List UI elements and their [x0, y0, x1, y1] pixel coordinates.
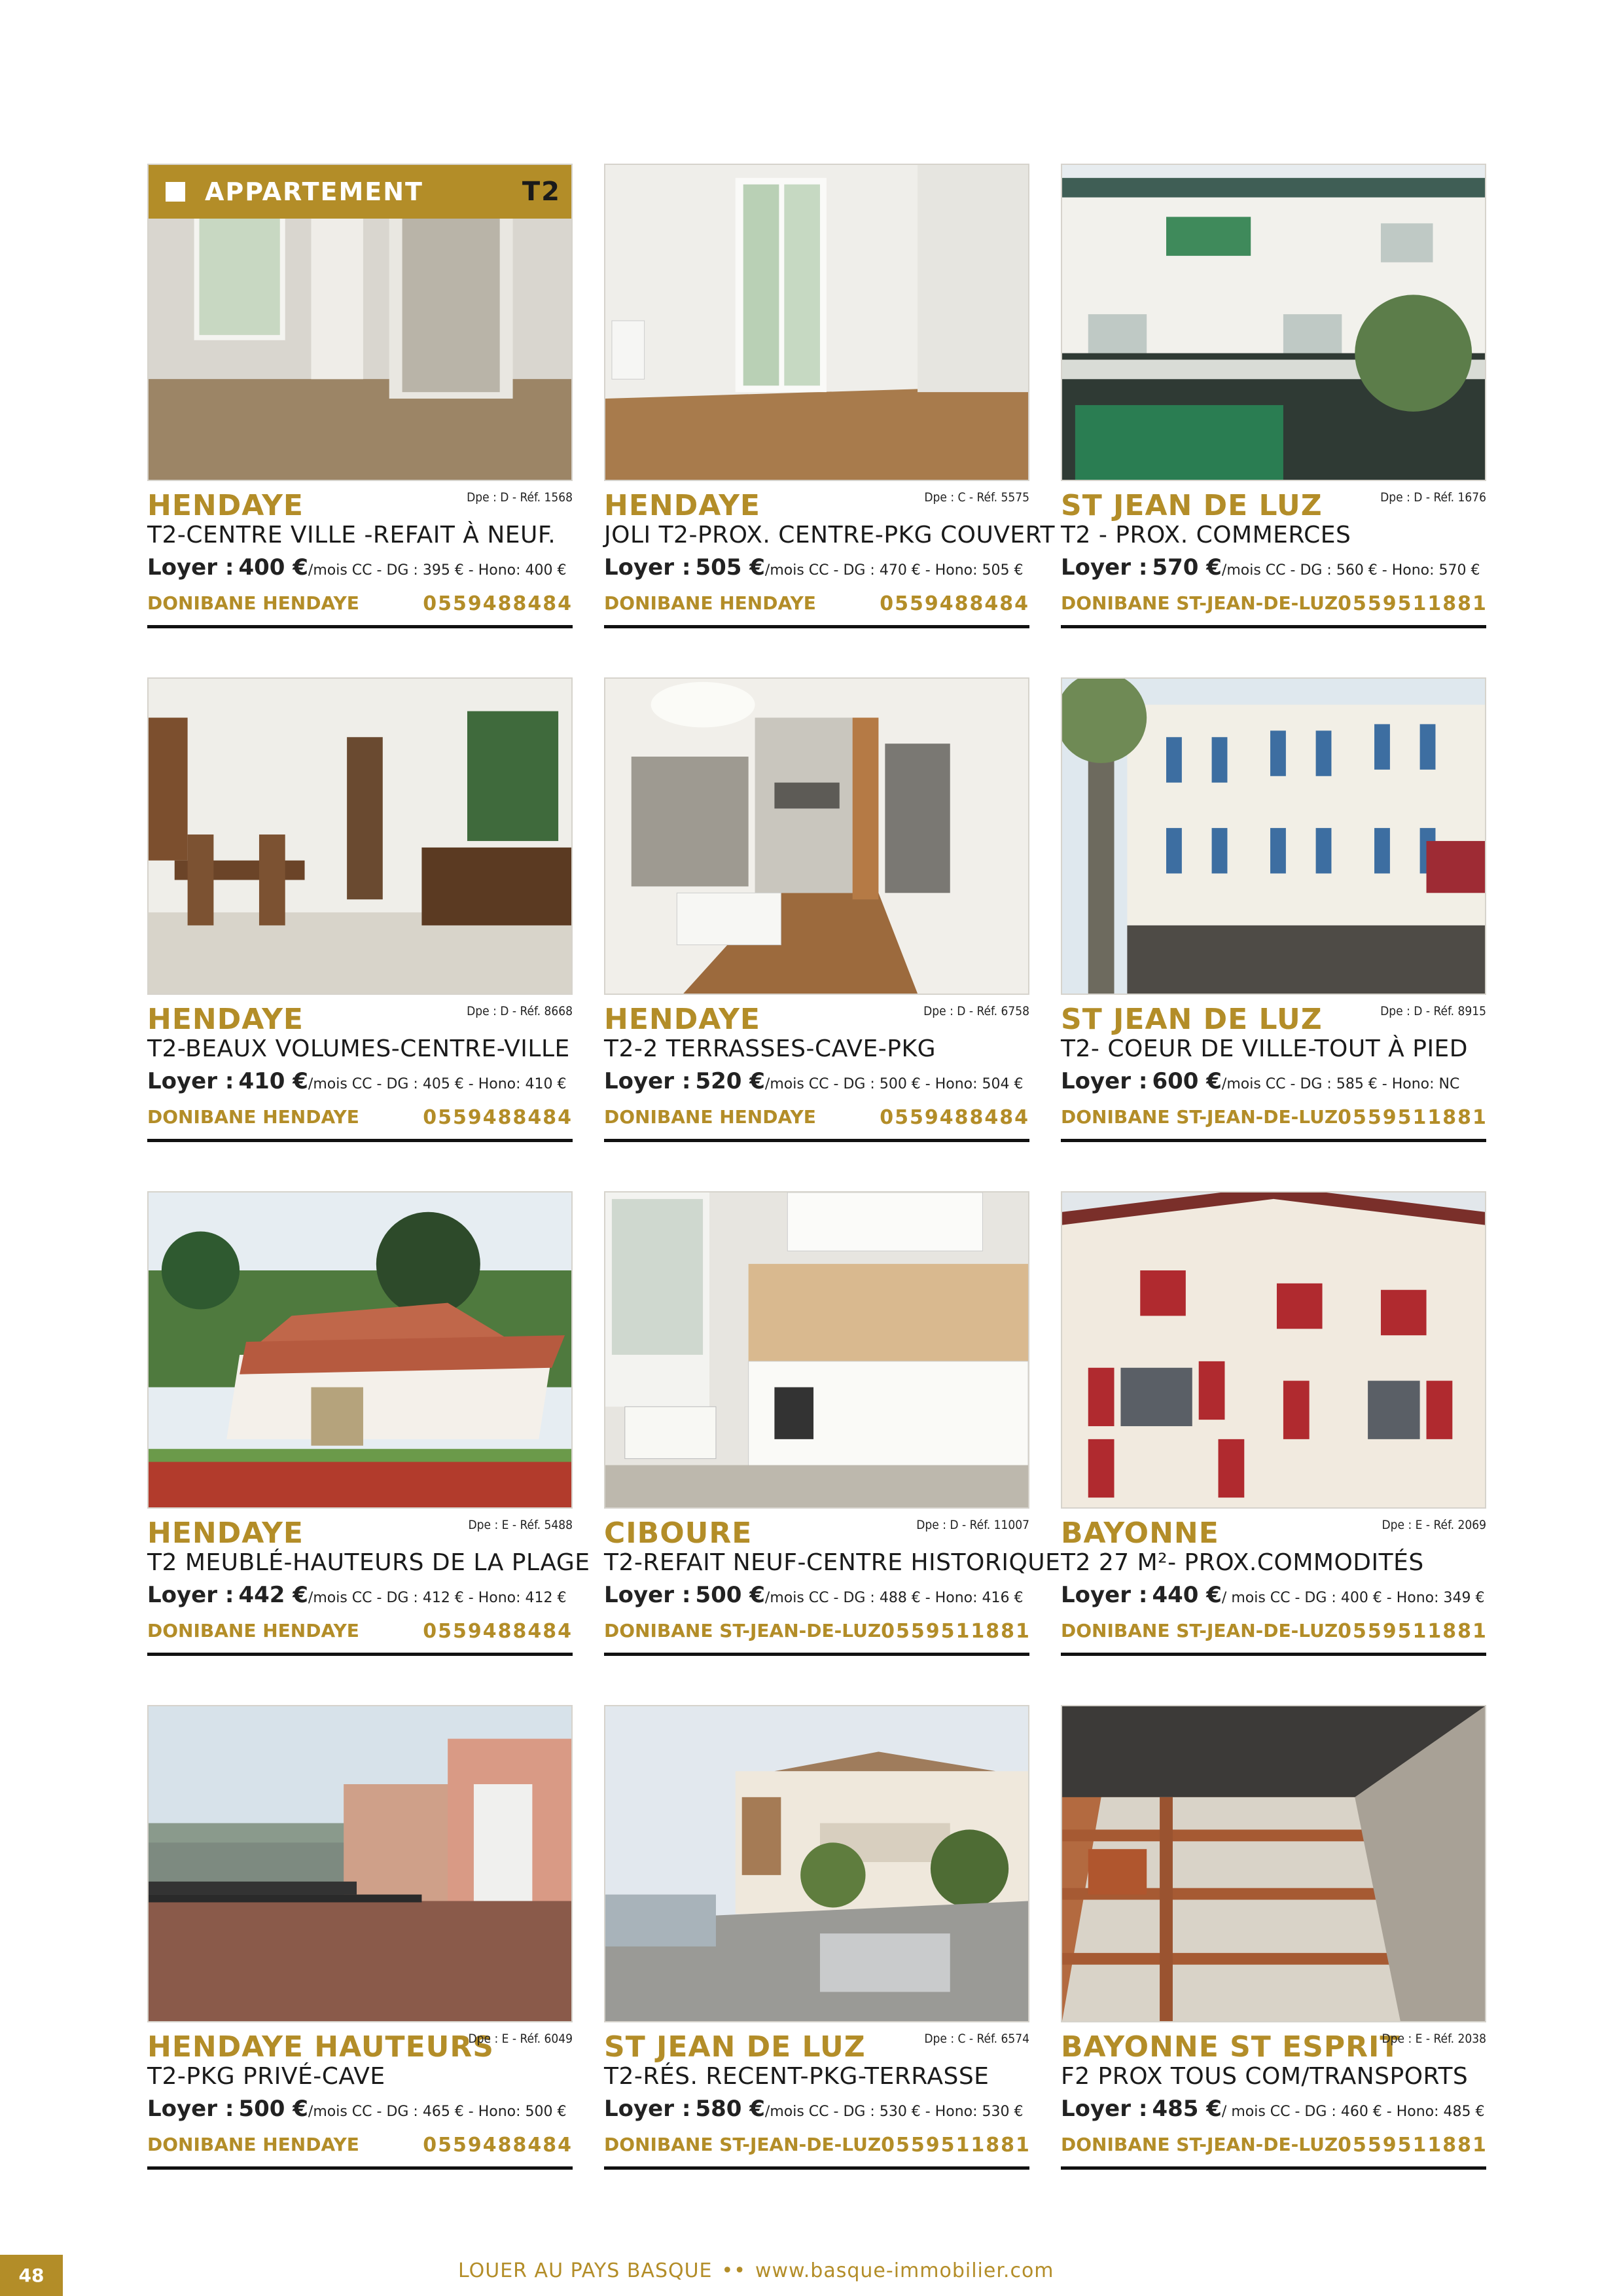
listing-rent: [1061, 554, 1486, 581]
listing-photo-image: [1062, 1193, 1485, 1507]
listing-photo[interactable]: [604, 1705, 1029, 2022]
listing-card[interactable]: [604, 677, 1029, 1144]
listing-rent: [1061, 1582, 1486, 1608]
listing-info: [147, 1509, 590, 1658]
rent-price: 500 €: [695, 1582, 765, 1608]
listing-card[interactable]: [1061, 1191, 1486, 1658]
rent-details: / mois CC - DG : 400 € - Hono: 349 €: [1221, 1590, 1485, 1606]
agency-row: [147, 2134, 573, 2157]
divider: [1061, 2166, 1486, 2170]
rent-details: /mois CC - DG : 500 € - Hono: 504 €: [764, 1076, 1024, 1092]
rent-details: /mois CC - DG : 470 € - Hono: 505 €: [764, 562, 1024, 579]
listing-reference: Dpe : D - Réf. 8915: [1380, 1004, 1486, 1018]
agency-name: DONIBANE HENDAYE: [147, 2134, 359, 2155]
listing-card[interactable]: [1061, 1705, 1486, 2172]
rent-label: Loyer :: [147, 1068, 234, 1094]
listing-card[interactable]: [147, 164, 573, 630]
agency-row: [1061, 592, 1486, 615]
agency-phone[interactable]: 0559488484: [423, 1620, 573, 1643]
rent-details: /mois CC - DG : 560 € - Hono: 570 €: [1221, 562, 1480, 579]
listing-town: HENDAYE: [604, 1003, 760, 1036]
listing-headline: F2 PROX TOUS COM/TRANSPORTS: [1061, 2063, 1469, 2090]
divider: [604, 1653, 1029, 1656]
listing-photo-image: [1062, 1706, 1485, 2021]
listing-photo-image: [1062, 165, 1485, 480]
listing-town: ST JEAN DE LUZ: [604, 2030, 866, 2064]
listing-headline: T2 MEUBLÉ-HAUTEURS DE LA PLAGE: [147, 1549, 590, 1576]
agency-name: DONIBANE HENDAYE: [604, 592, 816, 614]
agency-name: DONIBANE ST-JEAN-DE-LUZ: [1061, 2134, 1338, 2155]
listing-reference: Dpe : E - Réf. 5488: [468, 1518, 573, 1532]
listing-card[interactable]: [604, 1191, 1061, 1658]
listing-photo-image: [605, 1193, 1028, 1507]
listing-reference: Dpe : E - Réf. 6049: [468, 2032, 573, 2046]
rent-label: Loyer :: [604, 554, 691, 581]
rent-label: Loyer :: [147, 1582, 234, 1608]
divider: [1061, 1139, 1486, 1142]
divider: [147, 625, 573, 628]
listing-photo[interactable]: [1061, 164, 1486, 481]
rent-details: /mois CC - DG : 412 € - Hono: 412 €: [308, 1590, 567, 1606]
listing-town: HENDAYE: [604, 489, 760, 522]
listing-reference: Dpe : E - Réf. 2038: [1382, 2032, 1486, 2046]
listing-photo[interactable]: [147, 677, 573, 995]
rent-details: /mois CC - DG : 405 € - Hono: 410 €: [308, 1076, 567, 1092]
listing-reference: Dpe : C - Réf. 5575: [924, 490, 1029, 505]
agency-row: [604, 2134, 1029, 2157]
listing-photo[interactable]: [1061, 1191, 1486, 1509]
category-label: APPARTEMENT: [205, 177, 423, 206]
divider: [604, 1139, 1029, 1142]
listing-headline: T2 27 M²- PROX.COMMODITÉS: [1061, 1549, 1424, 1576]
listing-reference: Dpe : D - Réf. 1676: [1380, 490, 1486, 505]
listing-photo[interactable]: [147, 1705, 573, 2022]
agency-name: DONIBANE HENDAYE: [604, 1106, 816, 1128]
listing-card[interactable]: [147, 1705, 573, 2172]
rent-label: Loyer :: [1061, 1068, 1148, 1094]
rent-label: Loyer :: [604, 1582, 691, 1608]
rent-price: 505 €: [695, 554, 765, 581]
agency-phone[interactable]: 0559511881: [1338, 592, 1488, 615]
agency-row: [1061, 2134, 1486, 2157]
rent-price: 520 €: [695, 1068, 765, 1094]
rent-price: 440 €: [1152, 1582, 1222, 1608]
listing-headline: T2 - PROX. COMMERCES: [1061, 522, 1351, 548]
listing-rent: [147, 554, 573, 581]
agency-phone[interactable]: 0559488484: [880, 1106, 1029, 1129]
agency-row: [147, 1620, 573, 1643]
listing-town: HENDAYE: [147, 489, 304, 522]
rent-label: Loyer :: [604, 1068, 691, 1094]
listing-info: [147, 995, 573, 1144]
listing-rent: [604, 554, 1029, 581]
listing-reference: Dpe : D - Réf. 6758: [923, 1004, 1029, 1018]
agency-name: DONIBANE HENDAYE: [147, 1620, 359, 1641]
agency-row: [604, 1106, 1029, 1129]
square-icon: [166, 182, 185, 202]
rent-label: Loyer :: [147, 554, 234, 581]
agency-phone[interactable]: 0559488484: [423, 2134, 573, 2157]
listing-photo-image: [605, 165, 1028, 480]
rent-price: 410 €: [238, 1068, 308, 1094]
listing-town: CIBOURE: [604, 1516, 753, 1550]
listing-town: HENDAYE: [147, 1516, 304, 1550]
agency-row: [1061, 1106, 1486, 1129]
listings-grid: [147, 164, 1486, 2172]
category-banner: [149, 165, 573, 219]
agency-phone[interactable]: 0559511881: [1338, 1106, 1488, 1129]
agency-name: DONIBANE HENDAYE: [147, 1106, 359, 1128]
agency-phone[interactable]: 0559488484: [880, 592, 1029, 615]
listing-headline: T2-RÉS. RECENT-PKG-TERRASSE: [604, 2063, 990, 2090]
rent-price: 485 €: [1152, 2096, 1222, 2122]
listing-info: [604, 1509, 1061, 1658]
divider: [604, 625, 1029, 628]
divider: [1061, 625, 1486, 628]
rent-label: Loyer :: [1061, 554, 1148, 581]
footer-title: LOUER AU PAYS BASQUE: [458, 2259, 713, 2282]
listing-info: [147, 481, 573, 630]
agency-phone[interactable]: 0559488484: [423, 1106, 573, 1129]
agency-row: [147, 592, 573, 615]
rent-price: 580 €: [695, 2096, 765, 2122]
agency-name: DONIBANE ST-JEAN-DE-LUZ: [1061, 1106, 1338, 1128]
agency-row: [147, 1106, 573, 1129]
listing-info: [1061, 1509, 1486, 1658]
listing-headline: JOLI T2-PROX. CENTRE-PKG COUVERT: [604, 522, 1056, 548]
listing-headline: T2-REFAIT NEUF-CENTRE HISTORIQUE: [604, 1549, 1061, 1576]
listing-card[interactable]: [147, 677, 573, 1144]
rent-price: 570 €: [1152, 554, 1222, 581]
page-number: 48: [0, 2255, 63, 2296]
divider: [604, 2166, 1029, 2170]
rent-price: 442 €: [238, 1582, 308, 1608]
listing-photo-image: [149, 1193, 571, 1507]
rent-label: Loyer :: [1061, 1582, 1148, 1608]
listing-info: [1061, 995, 1486, 1144]
divider: [147, 2166, 573, 2170]
listing-town: BAYONNE ST ESPRIT: [1061, 2030, 1400, 2064]
listing-photo-image: [1062, 679, 1485, 994]
listing-card[interactable]: [604, 1705, 1029, 2172]
listing-photo[interactable]: [1061, 1705, 1486, 2022]
listing-town: ST JEAN DE LUZ: [1061, 489, 1323, 522]
listing-town: BAYONNE: [1061, 1516, 1219, 1550]
listing-town: ST JEAN DE LUZ: [1061, 1003, 1323, 1036]
listing-info: [604, 995, 1029, 1144]
agency-row: [604, 592, 1029, 615]
listing-rent: [147, 1068, 573, 1094]
listing-info: [1061, 2022, 1486, 2172]
listing-headline: T2-2 TERRASSES-CAVE-PKG: [604, 1035, 936, 1062]
listing-card[interactable]: [147, 1191, 590, 1658]
listing-rent: [147, 1582, 573, 1608]
agency-name: DONIBANE ST-JEAN-DE-LUZ: [604, 2134, 882, 2155]
agency-phone[interactable]: 0559511881: [881, 2134, 1031, 2157]
listing-headline: T2-BEAUX VOLUMES-CENTRE-VILLE: [147, 1035, 570, 1062]
listing-photo-image: [605, 679, 1028, 994]
rent-price: 600 €: [1152, 1068, 1222, 1094]
divider: [147, 1139, 573, 1142]
footer-separator: ••: [721, 2259, 746, 2282]
divider: [1061, 1653, 1486, 1656]
listing-info: [147, 2022, 573, 2172]
agency-name: DONIBANE ST-JEAN-DE-LUZ: [604, 1620, 882, 1641]
listing-info: [604, 2022, 1029, 2172]
agency-name: DONIBANE HENDAYE: [147, 592, 359, 614]
listing-info: [604, 481, 1056, 630]
listing-headline: T2- COEUR DE VILLE-TOUT À PIED: [1061, 1035, 1469, 1062]
listing-card[interactable]: [1061, 164, 1486, 630]
divider: [147, 1653, 573, 1656]
agency-phone[interactable]: 0559511881: [1338, 2134, 1488, 2157]
listing-reference: Dpe : E - Réf. 2069: [1382, 1518, 1486, 1532]
listing-headline: T2-PKG PRIVÉ-CAVE: [147, 2063, 385, 2090]
listing-rent: [604, 1068, 1029, 1094]
rent-label: Loyer :: [1061, 2096, 1148, 2122]
category-type: T2: [522, 177, 561, 207]
listing-headline: T2-CENTRE VILLE -REFAIT À NEUF.: [147, 522, 556, 548]
rent-details: / mois CC - DG : 460 € - Hono: 485 €: [1221, 2104, 1485, 2120]
rent-details: /mois CC - DG : 530 € - Hono: 530 €: [764, 2104, 1024, 2120]
listing-photo[interactable]: [147, 164, 573, 481]
agency-row: [1061, 1620, 1486, 1643]
listing-photo-image: [605, 1706, 1028, 2021]
listing-photo[interactable]: [1061, 677, 1486, 995]
page-footer: [458, 2259, 1309, 2282]
rent-label: Loyer :: [604, 2096, 691, 2122]
listing-photo[interactable]: [604, 677, 1029, 995]
listing-photo[interactable]: [147, 1191, 573, 1509]
listing-rent: [147, 2096, 573, 2122]
listing-rent: [604, 2096, 1029, 2122]
listing-card[interactable]: [1061, 677, 1486, 1144]
agency-phone[interactable]: 0559511881: [881, 1620, 1031, 1643]
listing-photo[interactable]: [604, 164, 1029, 481]
listing-card[interactable]: [604, 164, 1056, 630]
listing-info: [1061, 481, 1486, 630]
listing-rent: [1061, 1068, 1486, 1094]
listing-rent: [1061, 2096, 1486, 2122]
listing-rent: [604, 1582, 1029, 1608]
footer-url[interactable]: www.basque-immobilier.com: [755, 2259, 1054, 2282]
agency-phone[interactable]: 0559488484: [423, 592, 573, 615]
rent-label: Loyer :: [147, 2096, 234, 2122]
agency-row: [604, 1620, 1029, 1643]
rent-details: /mois CC - DG : 395 € - Hono: 400 €: [308, 562, 567, 579]
agency-name: DONIBANE ST-JEAN-DE-LUZ: [1061, 1620, 1338, 1641]
listing-reference: Dpe : D - Réf. 11007: [916, 1518, 1029, 1532]
listing-photo[interactable]: [604, 1191, 1029, 1509]
listing-reference: Dpe : C - Réf. 6574: [924, 2032, 1029, 2046]
rent-details: /mois CC - DG : 465 € - Hono: 500 €: [308, 2104, 567, 2120]
listing-reference: Dpe : D - Réf. 8668: [467, 1004, 573, 1018]
rent-price: 500 €: [238, 2096, 308, 2122]
listing-reference: Dpe : D - Réf. 1568: [467, 490, 573, 505]
listing-photo-image: [149, 679, 571, 994]
listing-town: HENDAYE: [147, 1003, 304, 1036]
rent-details: /mois CC - DG : 585 € - Hono: NC: [1221, 1076, 1460, 1092]
rent-price: 400 €: [238, 554, 308, 581]
agency-name: DONIBANE ST-JEAN-DE-LUZ: [1061, 592, 1338, 614]
listing-photo-image: [149, 1706, 571, 2021]
rent-details: /mois CC - DG : 488 € - Hono: 416 €: [764, 1590, 1024, 1606]
listing-town: HENDAYE HAUTEURS: [147, 2030, 494, 2064]
agency-phone[interactable]: 0559511881: [1338, 1620, 1488, 1643]
